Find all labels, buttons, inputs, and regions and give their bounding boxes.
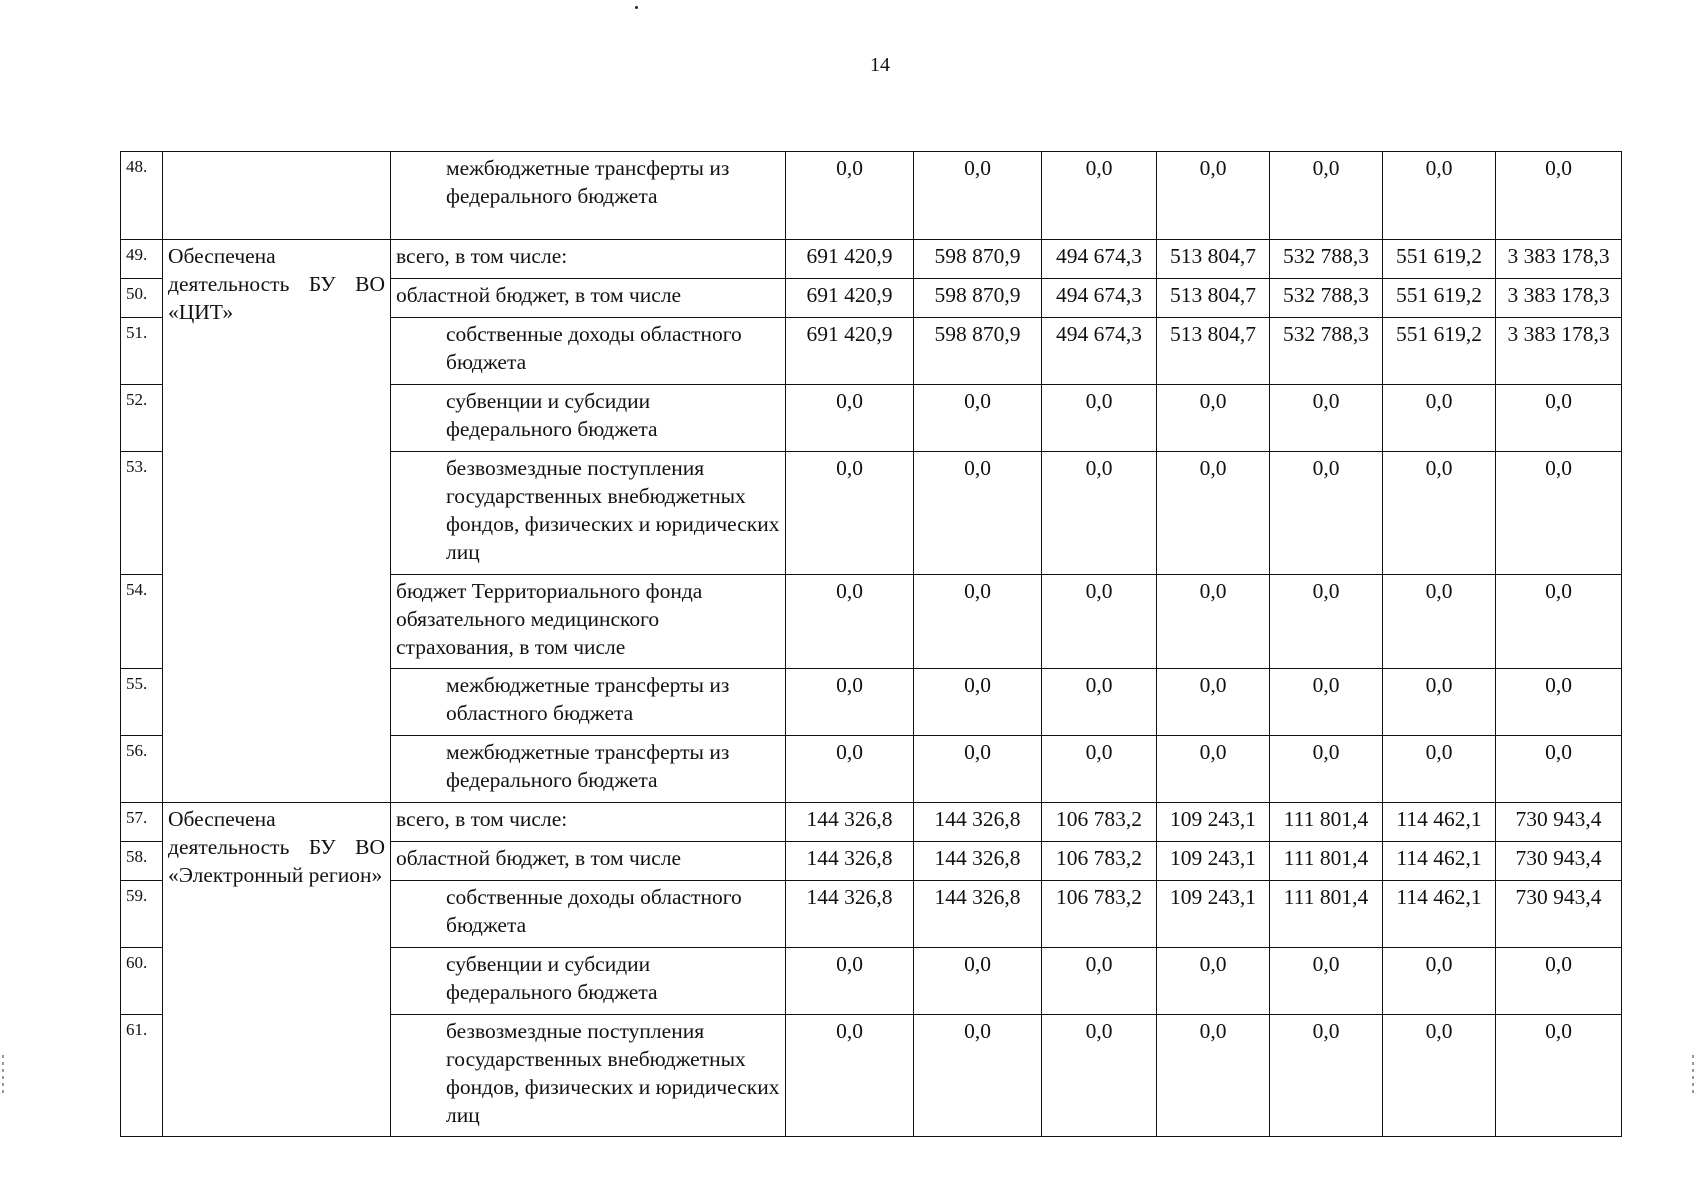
value-year-3: 494 674,3 (1042, 279, 1157, 318)
value-year-1: 0,0 (786, 575, 914, 669)
value-year-5: 0,0 (1270, 1015, 1383, 1137)
funding-source: всего, в том числе: (391, 803, 786, 842)
value-total: 3 383 178,3 (1496, 318, 1622, 385)
value-year-5: 532 788,3 (1270, 279, 1383, 318)
value-year-6: 0,0 (1383, 152, 1496, 240)
value-year-6: 0,0 (1383, 385, 1496, 452)
value-year-2: 0,0 (914, 1015, 1042, 1137)
value-year-1: 691 420,9 (786, 279, 914, 318)
value-year-6: 551 619,2 (1383, 240, 1496, 279)
value-year-2: 144 326,8 (914, 881, 1042, 948)
value-year-3: 0,0 (1042, 1015, 1157, 1137)
value-year-1: 691 420,9 (786, 240, 914, 279)
value-year-3: 0,0 (1042, 385, 1157, 452)
funding-source: областной бюджет, в том числе (391, 842, 786, 881)
value-year-3: 106 783,2 (1042, 803, 1157, 842)
value-year-5: 111 801,4 (1270, 803, 1383, 842)
value-total: 730 943,4 (1496, 881, 1622, 948)
row-number: 54. (121, 575, 163, 669)
value-year-4: 0,0 (1157, 669, 1270, 736)
table-row (121, 803, 1622, 842)
value-year-5: 0,0 (1270, 948, 1383, 1015)
table-row (121, 240, 1622, 279)
row-number: 48. (121, 152, 163, 240)
funding-source: областной бюджет, в том числе (391, 279, 786, 318)
value-year-4: 0,0 (1157, 385, 1270, 452)
row-number: 57. (121, 803, 163, 842)
value-year-1: 144 326,8 (786, 881, 914, 948)
value-year-1: 0,0 (786, 736, 914, 803)
value-year-3: 0,0 (1042, 152, 1157, 240)
value-year-6: 0,0 (1383, 1015, 1496, 1137)
funding-source: собственные доходы областного бюджета (391, 881, 786, 948)
value-year-6: 114 462,1 (1383, 803, 1496, 842)
funding-source: межбюджетные трансферты из федерального бюджета (391, 736, 786, 803)
value-year-4: 513 804,7 (1157, 279, 1270, 318)
value-year-2: 0,0 (914, 948, 1042, 1015)
scan-dot (635, 6, 638, 9)
value-total: 0,0 (1496, 452, 1622, 575)
value-year-6: 551 619,2 (1383, 279, 1496, 318)
row-number: 49. (121, 240, 163, 279)
value-total: 3 383 178,3 (1496, 240, 1622, 279)
value-year-2: 0,0 (914, 575, 1042, 669)
row-number: 50. (121, 279, 163, 318)
value-year-2: 0,0 (914, 152, 1042, 240)
row-number: 56. (121, 736, 163, 803)
value-year-5: 111 801,4 (1270, 881, 1383, 948)
value-year-3: 0,0 (1042, 452, 1157, 575)
value-total: 0,0 (1496, 669, 1622, 736)
value-year-6: 0,0 (1383, 736, 1496, 803)
value-year-1: 691 420,9 (786, 318, 914, 385)
value-year-4: 0,0 (1157, 948, 1270, 1015)
value-total: 0,0 (1496, 152, 1622, 240)
value-year-5: 0,0 (1270, 152, 1383, 240)
owner-cell: Обеспечена деятельность БУ ВО «ЦИТ» (163, 240, 391, 803)
value-total: 3 383 178,3 (1496, 279, 1622, 318)
funding-source: собственные доходы областного бюджета (391, 318, 786, 385)
funding-source: безвозмездные поступления государственных внебюджетных фондов, физических и юридических лиц (391, 452, 786, 575)
value-year-2: 0,0 (914, 736, 1042, 803)
value-year-1: 144 326,8 (786, 842, 914, 881)
budget-table (120, 151, 1622, 1137)
value-year-3: 0,0 (1042, 575, 1157, 669)
value-total: 730 943,4 (1496, 842, 1622, 881)
value-year-1: 0,0 (786, 385, 914, 452)
value-year-2: 598 870,9 (914, 279, 1042, 318)
value-total: 0,0 (1496, 575, 1622, 669)
value-year-5: 532 788,3 (1270, 318, 1383, 385)
row-number: 59. (121, 881, 163, 948)
value-year-4: 109 243,1 (1157, 803, 1270, 842)
row-number: 58. (121, 842, 163, 881)
value-year-5: 0,0 (1270, 575, 1383, 669)
funding-source: безвозмездные поступления государственных внебюджетных фондов, физических и юридических лиц (391, 1015, 786, 1137)
value-year-2: 0,0 (914, 385, 1042, 452)
value-year-3: 106 783,2 (1042, 842, 1157, 881)
value-total: 0,0 (1496, 736, 1622, 803)
value-year-2: 0,0 (914, 452, 1042, 575)
owner-cell: Обеспечена деятельность БУ ВО «Электронный регион» (163, 803, 391, 1137)
table-row (121, 152, 1622, 240)
value-year-1: 0,0 (786, 948, 914, 1015)
value-year-5: 0,0 (1270, 385, 1383, 452)
value-year-3: 494 674,3 (1042, 240, 1157, 279)
value-year-4: 0,0 (1157, 452, 1270, 575)
value-year-1: 0,0 (786, 669, 914, 736)
value-year-4: 513 804,7 (1157, 318, 1270, 385)
row-number: 55. (121, 669, 163, 736)
row-number: 60. (121, 948, 163, 1015)
value-year-6: 0,0 (1383, 669, 1496, 736)
value-total: 730 943,4 (1496, 803, 1622, 842)
value-year-5: 0,0 (1270, 736, 1383, 803)
page-number: 14 (870, 54, 890, 76)
row-number: 51. (121, 318, 163, 385)
value-year-1: 0,0 (786, 452, 914, 575)
owner-cell-empty (163, 152, 391, 240)
value-year-1: 0,0 (786, 1015, 914, 1137)
row-number: 53. (121, 452, 163, 575)
value-year-2: 144 326,8 (914, 842, 1042, 881)
value-year-6: 114 462,1 (1383, 881, 1496, 948)
value-year-5: 532 788,3 (1270, 240, 1383, 279)
value-year-4: 0,0 (1157, 575, 1270, 669)
value-year-4: 0,0 (1157, 1015, 1270, 1137)
funding-source: межбюджетные трансферты из федерального бюджета (391, 152, 786, 240)
value-year-3: 106 783,2 (1042, 881, 1157, 948)
budget-table-body (121, 152, 1622, 1137)
value-year-3: 0,0 (1042, 736, 1157, 803)
value-year-2: 144 326,8 (914, 803, 1042, 842)
value-year-6: 0,0 (1383, 452, 1496, 575)
value-total: 0,0 (1496, 385, 1622, 452)
funding-source: всего, в том числе: (391, 240, 786, 279)
funding-source: бюджет Территориального фонда обязательного медицинского страхования, в том числе (391, 575, 786, 669)
value-year-4: 513 804,7 (1157, 240, 1270, 279)
row-number: 61. (121, 1015, 163, 1137)
value-year-4: 109 243,1 (1157, 842, 1270, 881)
value-year-4: 109 243,1 (1157, 881, 1270, 948)
value-year-2: 598 870,9 (914, 318, 1042, 385)
value-year-3: 494 674,3 (1042, 318, 1157, 385)
value-year-2: 598 870,9 (914, 240, 1042, 279)
value-year-6: 0,0 (1383, 948, 1496, 1015)
value-year-6: 114 462,1 (1383, 842, 1496, 881)
funding-source: субвенции и субсидии федерального бюджета (391, 385, 786, 452)
value-total: 0,0 (1496, 1015, 1622, 1137)
value-year-4: 0,0 (1157, 152, 1270, 240)
value-year-3: 0,0 (1042, 669, 1157, 736)
value-year-1: 144 326,8 (786, 803, 914, 842)
row-number: 52. (121, 385, 163, 452)
value-year-5: 0,0 (1270, 452, 1383, 575)
value-year-6: 551 619,2 (1383, 318, 1496, 385)
value-year-1: 0,0 (786, 152, 914, 240)
funding-source: субвенции и субсидии федерального бюджета (391, 948, 786, 1015)
value-total: 0,0 (1496, 948, 1622, 1015)
value-year-6: 0,0 (1383, 575, 1496, 669)
value-year-3: 0,0 (1042, 948, 1157, 1015)
value-year-2: 0,0 (914, 669, 1042, 736)
value-year-5: 0,0 (1270, 669, 1383, 736)
value-year-4: 0,0 (1157, 736, 1270, 803)
right-margin-mark (1692, 1055, 1694, 1095)
left-margin-mark (2, 1055, 4, 1095)
value-year-5: 111 801,4 (1270, 842, 1383, 881)
funding-source: межбюджетные трансферты из областного бюджета (391, 669, 786, 736)
